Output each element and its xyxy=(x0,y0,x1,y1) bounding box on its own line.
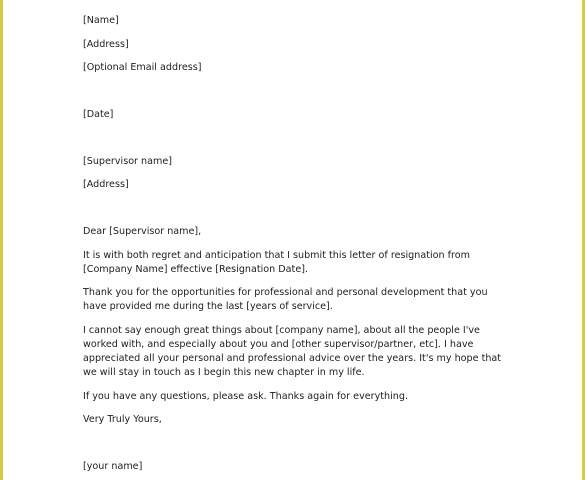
signature-name: [your name] xyxy=(83,461,143,472)
letter-date: [Date] xyxy=(83,109,114,120)
recipient-address: [Address] xyxy=(83,179,129,190)
paragraph-resignation: It is with both regret and anticipation that I submit this letter of resignation from [Company Name] effective [Resignation Date]. xyxy=(83,250,470,275)
paragraph-appreciation: I cannot say enough great things about [company name], about all the people I've worked with, and especially about you and [other supervisor/partner, etc]. I have appreciated all your personal and professional advice over the years. It's my hope that we will stay in touch as I begin this new chapter in my life. xyxy=(83,325,502,378)
sender-address: [Address] xyxy=(83,39,129,50)
salutation: Dear [Supervisor name], xyxy=(83,226,202,237)
recipient-name: [Supervisor name] xyxy=(83,156,173,167)
paragraph-thanks: Thank you for the opportunities for professional and personal development that you have provided me during the last [years of service]. xyxy=(83,287,488,312)
closing: Very Truly Yours, xyxy=(83,414,162,425)
sender-name: [Name] xyxy=(83,15,119,26)
sender-email: [Optional Email address] xyxy=(83,62,202,73)
paragraph-questions: If you have any questions, please ask. Thanks again for everything. xyxy=(83,391,408,402)
